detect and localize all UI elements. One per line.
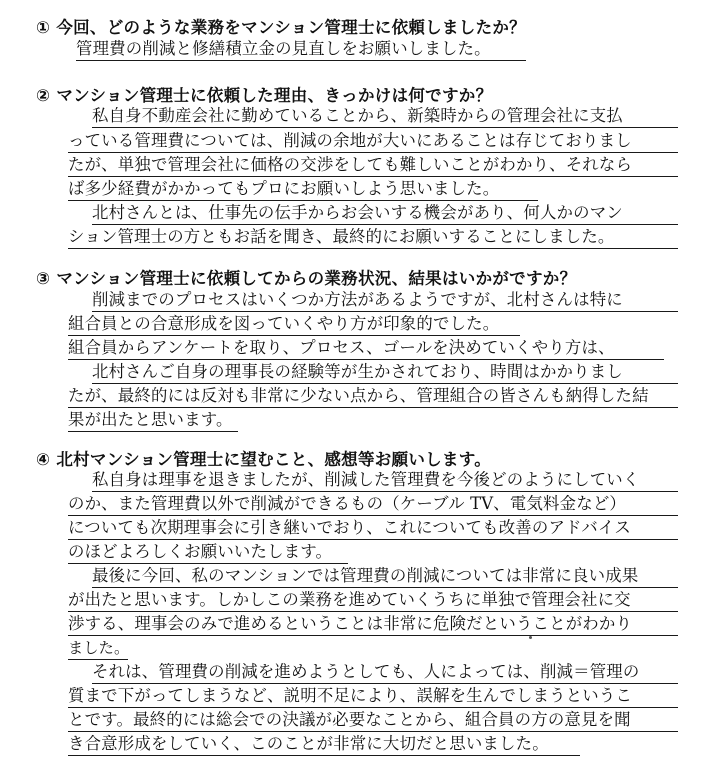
answer-4-line-9: それは、管理費の削減を進めようとしても、人によっては、削減＝管理の (92, 662, 678, 684)
answer-4-line-7: 渉する、理事会のみで進めるということは非常に危険だということがわかり (68, 614, 678, 636)
answer-4-line-10: 質まで下がってしまうなど、説明不足により、誤解を生んでしまうというこ (68, 686, 678, 708)
scan-speck (529, 636, 532, 639)
answer-4-line-2: のか、また管理費以外で削減ができるもの（ケーブル TV、電気料金など） (68, 494, 678, 516)
answer-2-line-1: 私自身不動産会社に勤めていることから、新築時からの管理会社に支払 (92, 106, 678, 128)
question-3-heading: ③ マンション管理士に依頼してからの業務状況、結果はいかがですか？ (36, 269, 577, 288)
answer-4-line-3: についても次期理事会に引き継いでおり、これについても改善のアドバイス (68, 518, 678, 540)
answer-2-line-5: 北村さんとは、仕事先の伝手からお会いする機会があり、何人かのマン (92, 203, 678, 225)
answer-3-line-4: 北村さんご自身の理事長の経験等が生かされており、時間はかかりまし (92, 362, 678, 384)
answer-3-line-1: 削減までのプロセスはいくつか方法があるようですが、北村さんは特に (92, 290, 678, 312)
answer-4-line-8: ました。 (68, 638, 128, 660)
answer-2-line-2: っている管理費については、削減の余地が大いにあることは存じておりまし (68, 131, 678, 153)
answer-2-line-3: たが、単独で管理会社に価格の交渉をしても難しいことがわかり、それなら (68, 155, 678, 177)
answer-4-line-6: が出たと思います。しかしこの業務を進めていくうちに単独で管理会社に交 (68, 590, 678, 612)
question-2-heading: ② マンション管理士に依頼した理由、きっかけは何ですか？ (36, 86, 493, 105)
answer-3-line-6: 果が出たと思います。 (68, 410, 238, 432)
answer-3-line-2: 組合員との合意形成を図っていくやり方が印象的でした。 (68, 314, 520, 336)
answer-4-line-1: 私自身は理事を退きましたが、削減した管理費を今後どのようにしていく (92, 470, 678, 492)
question-1-heading: ① 今回、どのような業務をマンション管理士に依頼しましたか？ (36, 18, 526, 37)
answer-1-line-1: 管理費の削減と修繕積立金の見直しをお願いしました。 (76, 39, 526, 61)
answer-2-line-6: ション管理士の方ともお話を聞き、最終的にお願いすることにしました。 (68, 227, 678, 249)
answer-3-line-5: たが、最終的には反対も非常に少ない点から、管理組合の皆さんも納得した結 (68, 386, 678, 408)
answer-3-line-3: 組合員からアンケートを取り、プロセス、ゴールを決めていくやり方は、 (68, 338, 664, 360)
question-4-heading: ④ 北村マンション管理士に望むこと、感想等お願いします。 (36, 450, 492, 469)
answer-4-line-12: き合意形成をしていく、このことが非常に大切だと思いました。 (68, 734, 580, 756)
answer-4-line-11: とです。最終的には総会での決議が必要なことから、組合員の方の意見を聞 (68, 710, 678, 732)
answer-4-line-5: 最後に今回、私のマンションでは管理費の削減については非常に良い成果 (92, 566, 678, 588)
answer-2-line-4: ば多少経費がかかってもプロにお願いしよう思いました。 (68, 179, 538, 201)
answer-4-line-4: のほどよろしくお願いいたします。 (68, 542, 348, 564)
